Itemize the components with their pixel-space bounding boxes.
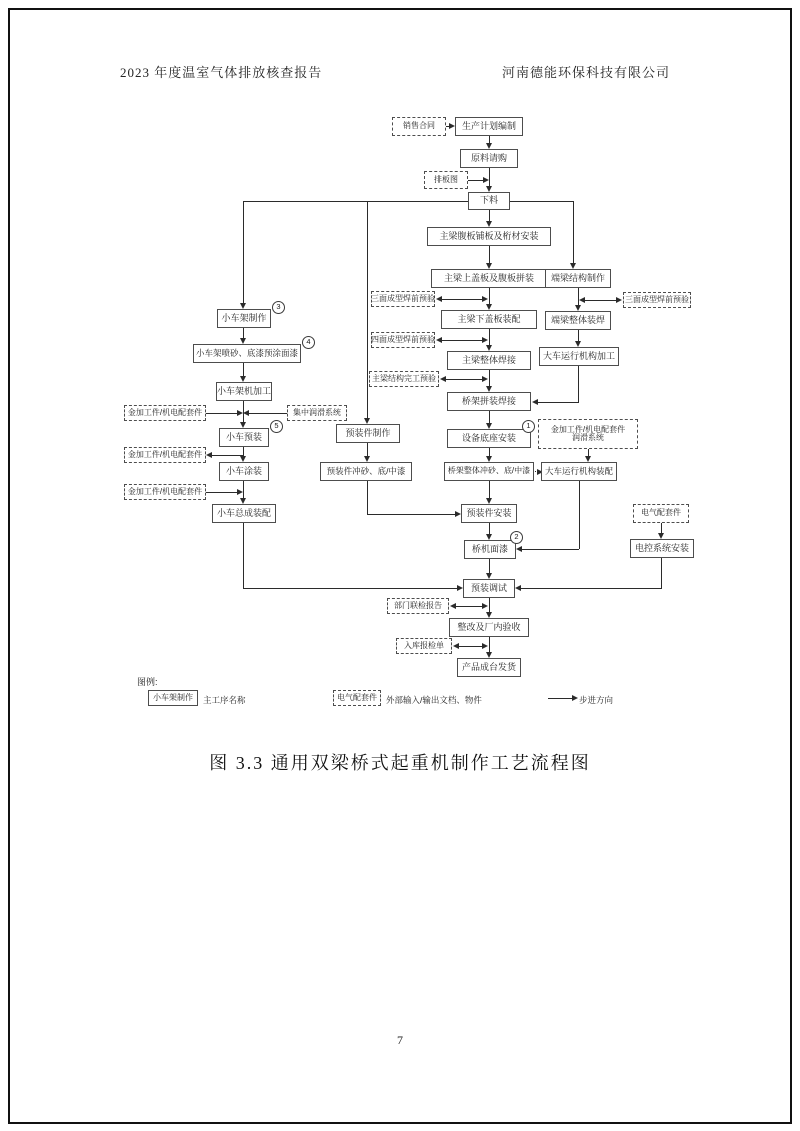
connector xyxy=(578,330,579,342)
doc-warehouse-form: 入库报检单 xyxy=(396,638,452,654)
connector xyxy=(489,246,490,264)
node-bridge-sandblast: 桥架整体冲砂、底/中漆 xyxy=(444,462,534,481)
doc-lube-system: 集中润滑系统 xyxy=(287,405,347,421)
node-preassembly-install: 预装件安装 xyxy=(461,504,517,523)
doc-pre-weld-check-3: 三面成型焊前预验 xyxy=(371,291,435,307)
connector xyxy=(243,523,244,588)
connector xyxy=(489,637,490,653)
connector xyxy=(446,126,450,127)
connector xyxy=(489,559,490,574)
connector xyxy=(367,443,368,457)
connector xyxy=(578,366,579,403)
legend-arrow-label: 步进方向 xyxy=(579,695,614,705)
connector xyxy=(489,481,490,499)
doc-pre-weld-check-4: 四面成型焊前预验 xyxy=(371,332,435,348)
connector xyxy=(489,598,490,613)
doc-hw-parts-c: 金加工件/机电配套件 xyxy=(124,484,206,500)
doc-hw-parts-lube-line1: 金加工件/机电配套件 xyxy=(550,424,626,434)
doc-elec-parts: 电气配套件 xyxy=(633,504,689,523)
connector xyxy=(537,402,578,403)
connector xyxy=(441,299,483,300)
step-marker-3: 3 xyxy=(272,301,285,314)
connector xyxy=(243,201,468,202)
node-bridge-paint: 桥机面漆 xyxy=(464,540,516,559)
node-cart-frame-machining: 小车架机加工 xyxy=(216,382,272,401)
doc-layout-diagram: 排板图 xyxy=(424,171,468,189)
legend-title: 图例: xyxy=(137,677,158,687)
connector xyxy=(588,449,589,457)
connector xyxy=(243,588,458,589)
connector xyxy=(510,201,573,202)
doc-hw-parts-a: 金加工件/机电配套件 xyxy=(124,405,206,421)
doc-sales-contract: 销售合同 xyxy=(392,117,446,136)
connector xyxy=(489,136,490,144)
node-end-beam-weld: 端梁整体装焊 xyxy=(545,311,611,330)
node-rectify-acceptance: 整改及厂内验收 xyxy=(449,618,529,637)
connector xyxy=(243,328,244,339)
node-pretest: 预装调试 xyxy=(463,579,515,598)
connector xyxy=(243,447,244,457)
step-marker-2: 2 xyxy=(510,531,523,544)
figure-caption: 图 3.3 通用双梁桥式起重机制作工艺流程图 xyxy=(209,753,591,773)
connector xyxy=(458,646,483,647)
connector xyxy=(520,588,661,589)
node-cart-final-assembly: 小车总成装配 xyxy=(212,504,276,523)
connector xyxy=(489,168,490,187)
node-product-delivery: 产品成台发货 xyxy=(457,658,521,677)
connector xyxy=(489,523,490,535)
connector xyxy=(489,210,490,222)
connector xyxy=(489,329,490,346)
node-material-purchase: 原料请购 xyxy=(460,149,518,168)
connector xyxy=(367,514,456,515)
connector xyxy=(573,201,574,264)
legend-solid-box-label: 主工序名称 xyxy=(203,695,246,705)
legend-dashed-box-label: 外部输入/输出文档、物件 xyxy=(386,695,482,705)
connector xyxy=(206,413,238,414)
connector xyxy=(489,448,490,457)
connector xyxy=(489,411,490,424)
node-main-web-install: 主梁腹板铺板及桁材安装 xyxy=(427,227,551,246)
header-left: 2023 年度温室气体排放核查报告 xyxy=(120,65,323,80)
node-cart-assembly: 大车运行机构装配 xyxy=(541,462,617,481)
connector xyxy=(521,549,579,550)
connector xyxy=(211,455,243,456)
doc-hw-parts-b: 金加工件/机电配套件 xyxy=(124,447,206,463)
legend-dashed-box-sample: 电气配套件 xyxy=(333,690,381,706)
connector xyxy=(367,481,368,514)
node-elec-install: 电控系统安装 xyxy=(630,539,694,558)
page-number: 7 xyxy=(397,1033,403,1047)
node-bridge-weld: 桥架拼装焊接 xyxy=(447,392,531,411)
node-production-plan: 生产计划编制 xyxy=(455,117,523,136)
connector xyxy=(661,558,662,589)
connector xyxy=(243,363,244,377)
header-right: 河南德能环保科技有限公司 xyxy=(501,65,670,80)
doc-pre-weld-check-3r: 三面成型焊前预验 xyxy=(623,292,691,308)
connector xyxy=(243,481,244,499)
node-end-beam-make: 端梁结构制作 xyxy=(545,269,611,288)
node-preassembly-sand: 预装件冲砂、底/中漆 xyxy=(320,462,412,481)
node-main-beam-weld: 主梁整体焊接 xyxy=(447,351,531,370)
node-cart-frame-make: 小车架制作 xyxy=(217,309,271,328)
legend-solid-box-sample: 小车架制作 xyxy=(148,690,198,706)
node-cutting: 下料 xyxy=(468,192,510,210)
connector xyxy=(579,481,580,549)
step-marker-1: 1 xyxy=(522,420,535,433)
doc-structure-check: 主梁结构完工预验 xyxy=(369,371,439,387)
page-border-frame xyxy=(8,8,792,1124)
connector xyxy=(468,180,484,181)
node-cart-machining: 大车运行机构加工 xyxy=(539,347,619,366)
step-marker-4: 4 xyxy=(302,336,315,349)
connector xyxy=(243,201,244,304)
doc-hw-parts-lube xyxy=(538,419,638,449)
step-marker-5: 5 xyxy=(270,420,283,433)
doc-dept-check-report: 部门联检报告 xyxy=(387,598,449,614)
connector xyxy=(445,379,483,380)
connector xyxy=(441,340,483,341)
connector xyxy=(367,201,368,419)
legend-arrow-sample xyxy=(548,698,573,699)
doc-hw-parts-lube-line2: 润滑系统 xyxy=(572,433,604,442)
node-cart-paint: 小车涂装 xyxy=(219,462,269,481)
node-base-install: 设备底座安装 xyxy=(447,429,531,448)
connector xyxy=(248,413,287,414)
connector xyxy=(489,370,490,387)
node-preassembly-make: 预装件制作 xyxy=(336,424,400,443)
connector xyxy=(661,523,662,534)
node-cart-frame-sand: 小车架喷砂、底漆预涂面漆 xyxy=(193,344,301,363)
node-upper-cover: 主梁上盖板及腹板拼装 xyxy=(431,269,547,288)
node-lower-cover: 主梁下盖板装配 xyxy=(441,310,537,329)
node-cart-preassembly: 小车预装 xyxy=(219,428,269,447)
connector xyxy=(489,288,490,305)
connector xyxy=(584,300,617,301)
connector xyxy=(455,606,483,607)
connector xyxy=(206,492,238,493)
